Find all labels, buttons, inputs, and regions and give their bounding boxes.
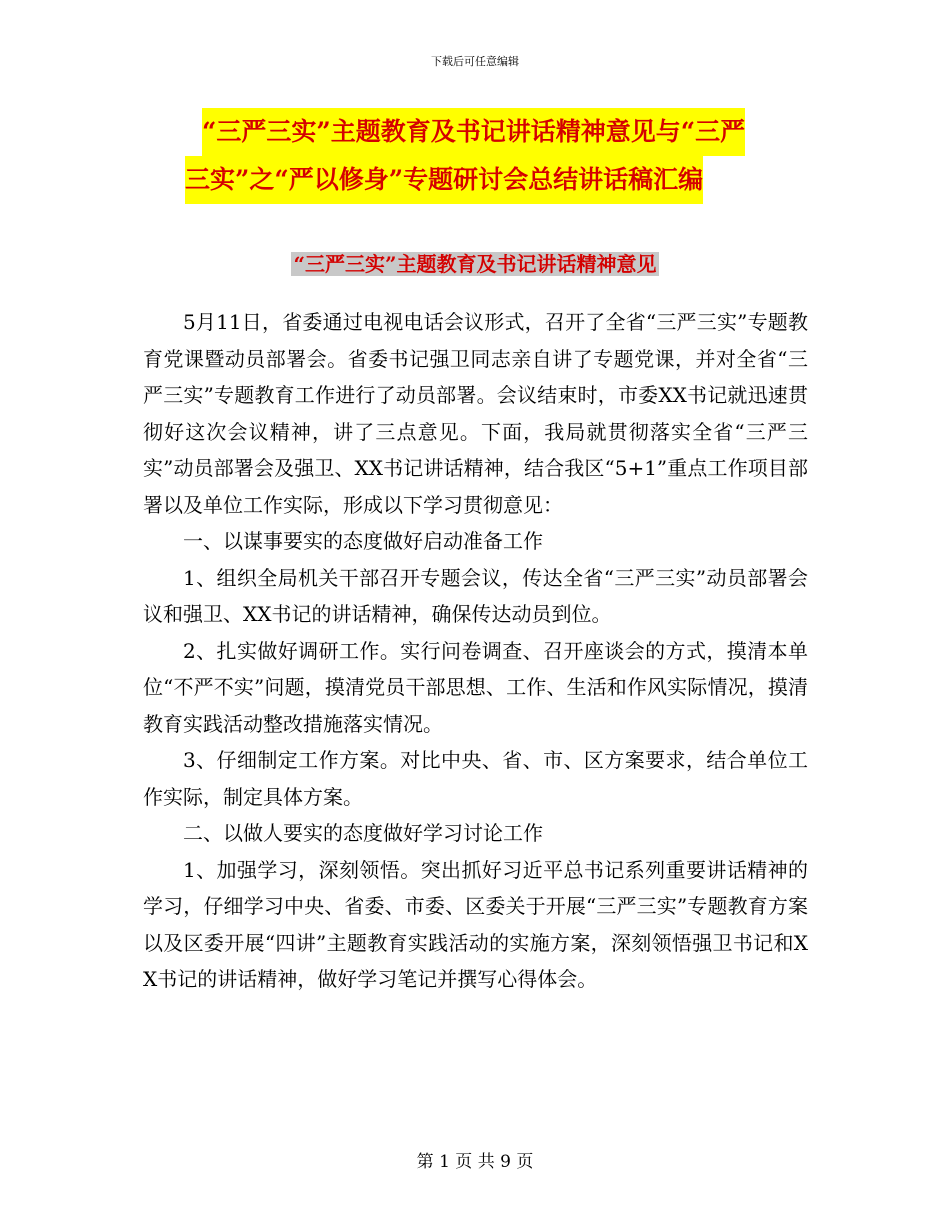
document-title — [185, 108, 825, 204]
document-title-line-2: 三实”之“严以修身”专题研讨会总结讲话稿汇编 — [185, 156, 703, 204]
paragraph-item-1-2: 2、扎实做好调研工作。实行问卷调查、召开座谈会的方式，摸清本单位“不严不实”问题，摸清党员干部思想、工作、生活和作风实际情况，摸清教育实践活动整改措施落实情况。 — [143, 638, 808, 736]
paragraph-intro: 5月11日，省委通过电视电话会议形式，召开了全省“三严三实”专题教育党课暨动员部署会。省委书记强卫同志亲自讲了专题党课，并对全省“三严三实”专题教育工作进行了动员部署。会议结束时，市委XX书记就迅速贯彻好这次会议精神，讲了三点意见。下面，我局就贯彻落实全省“三严三实”动员部署会及强卫、XX书记讲话精神，结合我区“5+1”重点工作项目部署以及单位工作实际，形成以下学习贯彻意见： — [143, 310, 808, 517]
document-title-line-1: “三严三实”主题教育及书记讲话精神意见与“三严 — [202, 108, 745, 156]
paragraph-item-2-1: 1、加强学习，深刻领悟。突出抓好习近平总书记系列重要讲话精神的学习，仔细学习中央、省委、市委、区委关于开展“三严三实”专题教育方案以及区委开展“四讲”主题教育实践活动的实施方案，深刻领悟强卫书记和XX书记的讲话精神，做好学习笔记并撰写心得体会。 — [143, 857, 808, 991]
heading-section-1: 一、以谋事要实的态度做好启动准备工作 — [183, 529, 543, 553]
document-body — [143, 304, 808, 998]
page-number-footer: 第 1 页 共 9 页 — [416, 1152, 534, 1172]
paragraph-item-1-3: 3、仔细制定工作方案。对比中央、省、市、区方案要求，结合单位工作实际，制定具体方案。 — [143, 748, 808, 809]
heading-section-2: 二、以做人要实的态度做好学习讨论工作 — [183, 821, 543, 845]
section-title — [0, 247, 950, 281]
paragraph-item-1-1: 1、组织全局机关干部召开专题会议，传达全省“三严三实”动员部署会议和强卫、XX书记的讲话精神，确保传达动员到位。 — [143, 565, 808, 626]
section-title-text: “三严三实”主题教育及书记讲话精神意见 — [293, 252, 657, 276]
header-note: 下载后可任意编辑 — [431, 55, 519, 68]
